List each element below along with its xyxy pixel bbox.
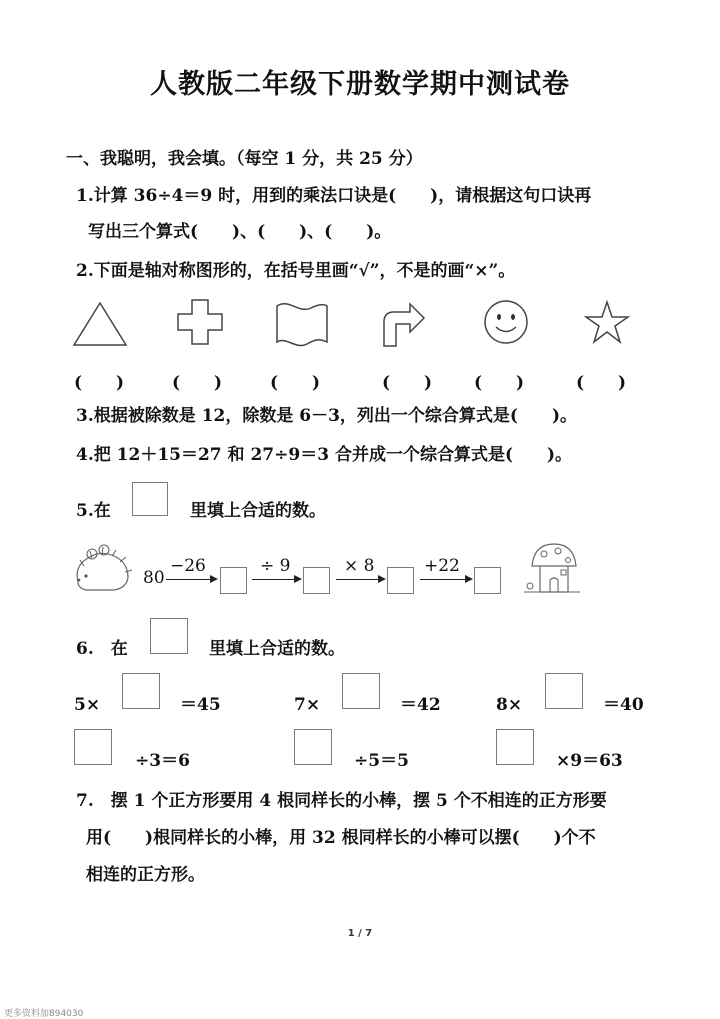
watermark: 更多资料加894030 xyxy=(4,1009,84,1019)
answer-paren[interactable]: ( ) xyxy=(474,373,525,393)
answer-paren[interactable]: ( ) xyxy=(576,373,627,393)
smiley-face-icon xyxy=(482,298,530,346)
page-title: 人教版二年级下册数学期中测试卷 xyxy=(150,69,570,100)
turn-arrow-icon xyxy=(378,300,428,348)
equation-answer-box[interactable] xyxy=(545,673,583,709)
question-7-line-1: 7. 摆 1 个正方形要用 4 根同样长的小棒，摆 5 个不相连的正方形要 xyxy=(76,791,607,811)
question-7-line-2: 用( )根同样长的小棒，用 32 根同样长的小棒可以摆( )个不 xyxy=(86,828,596,848)
page-number: 1 / 7 xyxy=(347,928,373,939)
question-6-prefix: 6. 在 xyxy=(76,639,128,659)
chain-arrow xyxy=(336,579,378,580)
section-heading: 一、我聪明，我会填。（每空 1 分，共 25 分） xyxy=(66,149,423,169)
equation-right: ÷5＝5 xyxy=(354,751,409,771)
question-1-line-1: 1.计算 36÷4＝9 时，用到的乘法口诀是( )，请根据这句口诀再 xyxy=(76,186,592,206)
chain-arrow-head xyxy=(378,575,386,583)
chain-arrow-head xyxy=(210,575,218,583)
chain-operation: ÷ 9 xyxy=(260,556,291,576)
chain-arrow xyxy=(252,579,294,580)
flag-icon xyxy=(274,300,330,348)
chain-operation: +22 xyxy=(424,556,460,576)
equation-right: ×9＝63 xyxy=(556,751,623,771)
answer-paren[interactable]: ( ) xyxy=(172,373,223,393)
chain-answer-box[interactable] xyxy=(303,567,330,594)
answer-paren[interactable]: ( ) xyxy=(74,373,125,393)
chain-start-number: 80 xyxy=(143,568,165,588)
equation-answer-box[interactable] xyxy=(342,673,380,709)
question-1-line-2: 写出三个算式( )、( )、( )。 xyxy=(88,222,392,242)
question-5-prefix: 5.在 xyxy=(76,501,111,521)
chain-arrow xyxy=(420,579,465,580)
equation-left: 8× xyxy=(496,695,523,715)
equation-left: 7× xyxy=(294,695,321,715)
question-3-text: 3.根据被除数是 12，除数是 6－3，列出一个综合算式是( )。 xyxy=(76,406,577,426)
equation-right: ＝45 xyxy=(180,695,221,715)
chain-answer-box[interactable] xyxy=(220,567,247,594)
star-icon xyxy=(584,300,630,344)
answer-box-example xyxy=(150,618,188,654)
equation-answer-box[interactable] xyxy=(496,729,534,765)
equation-answer-box[interactable] xyxy=(74,729,112,765)
question-6-suffix: 里填上合适的数。 xyxy=(209,639,345,659)
mushroom-house-icon xyxy=(522,540,582,596)
chain-operation: −26 xyxy=(170,556,206,576)
answer-paren[interactable]: ( ) xyxy=(270,373,321,393)
equation-right: ＝42 xyxy=(400,695,441,715)
question-2-text: 2.下面是轴对称图形的，在括号里画“√”，不是的画“×”。 xyxy=(76,261,516,281)
question-7-line-3: 相连的正方形。 xyxy=(86,865,205,885)
hedgehog-icon xyxy=(70,544,134,594)
chain-arrow-head xyxy=(465,575,473,583)
equation-answer-box[interactable] xyxy=(294,729,332,765)
chain-arrow-head xyxy=(294,575,302,583)
question-4-text: 4.把 12＋15＝27 和 27÷9＝3 合并成一个综合算式是( )。 xyxy=(76,445,573,465)
answer-box-example xyxy=(132,482,168,516)
cross-icon xyxy=(176,298,224,346)
chain-arrow xyxy=(166,579,210,580)
equation-right: ÷3＝6 xyxy=(135,751,190,771)
answer-paren[interactable]: ( ) xyxy=(382,373,433,393)
triangle-icon xyxy=(72,300,128,348)
chain-operation: × 8 xyxy=(344,556,375,576)
equation-right: ＝40 xyxy=(603,695,644,715)
question-5-suffix: 里填上合适的数。 xyxy=(190,501,326,521)
chain-answer-box[interactable] xyxy=(387,567,414,594)
chain-answer-box[interactable] xyxy=(474,567,501,594)
equation-answer-box[interactable] xyxy=(122,673,160,709)
equation-left: 5× xyxy=(74,695,101,715)
